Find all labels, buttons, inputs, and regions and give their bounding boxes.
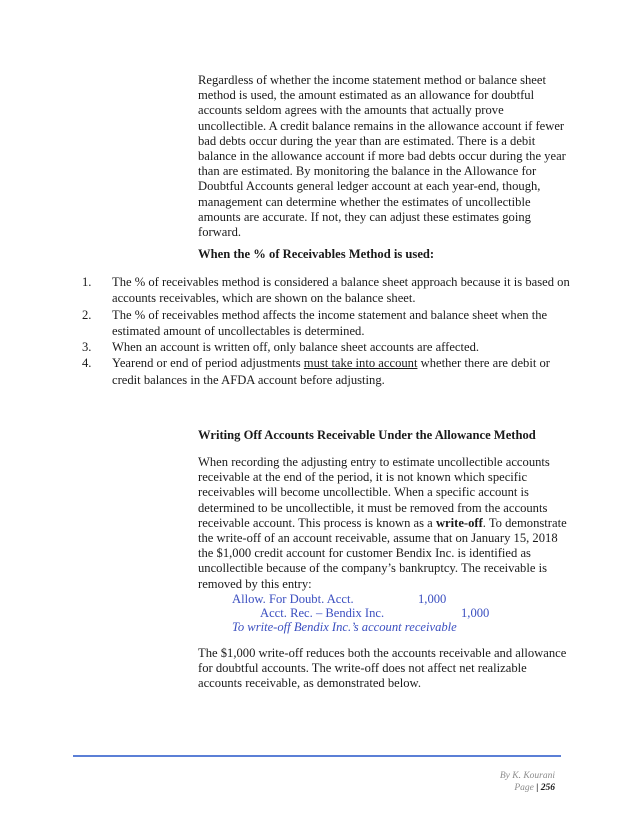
list-number: 1.: [82, 275, 92, 289]
list-text: When an account is written off, only balance sheet accounts are affected.: [112, 340, 480, 355]
list-item: [82, 307, 572, 340]
list-item: [82, 274, 572, 307]
list-number: 2.: [82, 307, 92, 322]
list-text-after: whether there are debit or credit balances in the AFDA account before adjusting.: [112, 356, 550, 387]
intro-paragraph: Regardless of whether the income statement method or balance sheet method is used, the amount estimated as an allowance for doubtful accounts seldom agrees with the amounts that actually prove uncollectible. A credit balance remains in the allowance account if fewer bad debts occur during the year than are estimated. There is a debit balance in the allowance account if more bad debts occur during the year than are estimated. By monitoring the balance in the Allowance for Doubtful Accounts general ledger account at each year-end, though, management can determine whether the estimates of uncollectible amounts are accurate. If not, they can adjust these estimates going forward.: [198, 73, 566, 240]
footer-divider: [73, 755, 561, 757]
closing-paragraph: The $1,000 write-off reduces both the accounts receivable and allowance for doubtful accounts. The write-off does not affect net realizable accounts receivable, as demonstrated below.: [198, 646, 567, 691]
writeoff-heading: Writing Off Accounts Receivable Under the Allowance Method: [198, 428, 536, 442]
list-text: The % of receivables method affects the income statement and balance sheet when the estimated amount of uncollectables is determined.: [112, 307, 548, 338]
writeoff-term: write-off: [435, 515, 483, 530]
journal-credit-amount: 1,000: [461, 606, 490, 620]
list-number: 4.: [82, 356, 92, 371]
writeoff-paragraph: [198, 455, 570, 592]
list-number: 3.: [82, 340, 92, 355]
page-separator: |: [536, 783, 539, 793]
receivables-method-heading: When the % of Receivables Method is used:: [198, 247, 435, 261]
journal-debit-account: Allow. For Doubt. Acct.: [232, 592, 354, 606]
list-item: [82, 355, 572, 388]
page-label: Page: [514, 783, 534, 793]
list-item: [82, 339, 572, 355]
underlined-emphasis: must take into account: [303, 356, 418, 371]
writeoff-text-before: When recording the adjusting entry to estimate uncollectible accounts receivable at the end of the period, it is not known which specific receivables will become uncollectible. When a specific account is determined to be uncollectible, it must be removed from the accounts receivable account. This process is known as a: [198, 455, 550, 530]
list-text: The % of receivables method is considered a balance sheet approach because it is based on accounts receivables, which are shown on the balance sheet.: [112, 275, 570, 306]
list-text-before: Yearend or end of period adjustments: [112, 356, 304, 371]
footer-author: By K. Kourani: [499, 771, 555, 781]
journal-credit-account: Acct. Rec. – Bendix Inc.: [260, 606, 385, 620]
journal-debit-amount: 1,000: [418, 592, 447, 606]
writeoff-text-after: . To demonstrate the write-off of an account receivable, assume that on January 15, 2018 the $1,000 credit account for customer Bendix Inc. is identified as uncollectible because of the company’s bankruptcy. The receivable is removed by this entry:: [198, 515, 567, 591]
journal-memo: To write-off Bendix Inc.’s account receivable: [232, 620, 457, 634]
page-number: 256: [540, 783, 555, 793]
footer-page: [514, 783, 555, 793]
receivables-method-list: [82, 274, 572, 388]
